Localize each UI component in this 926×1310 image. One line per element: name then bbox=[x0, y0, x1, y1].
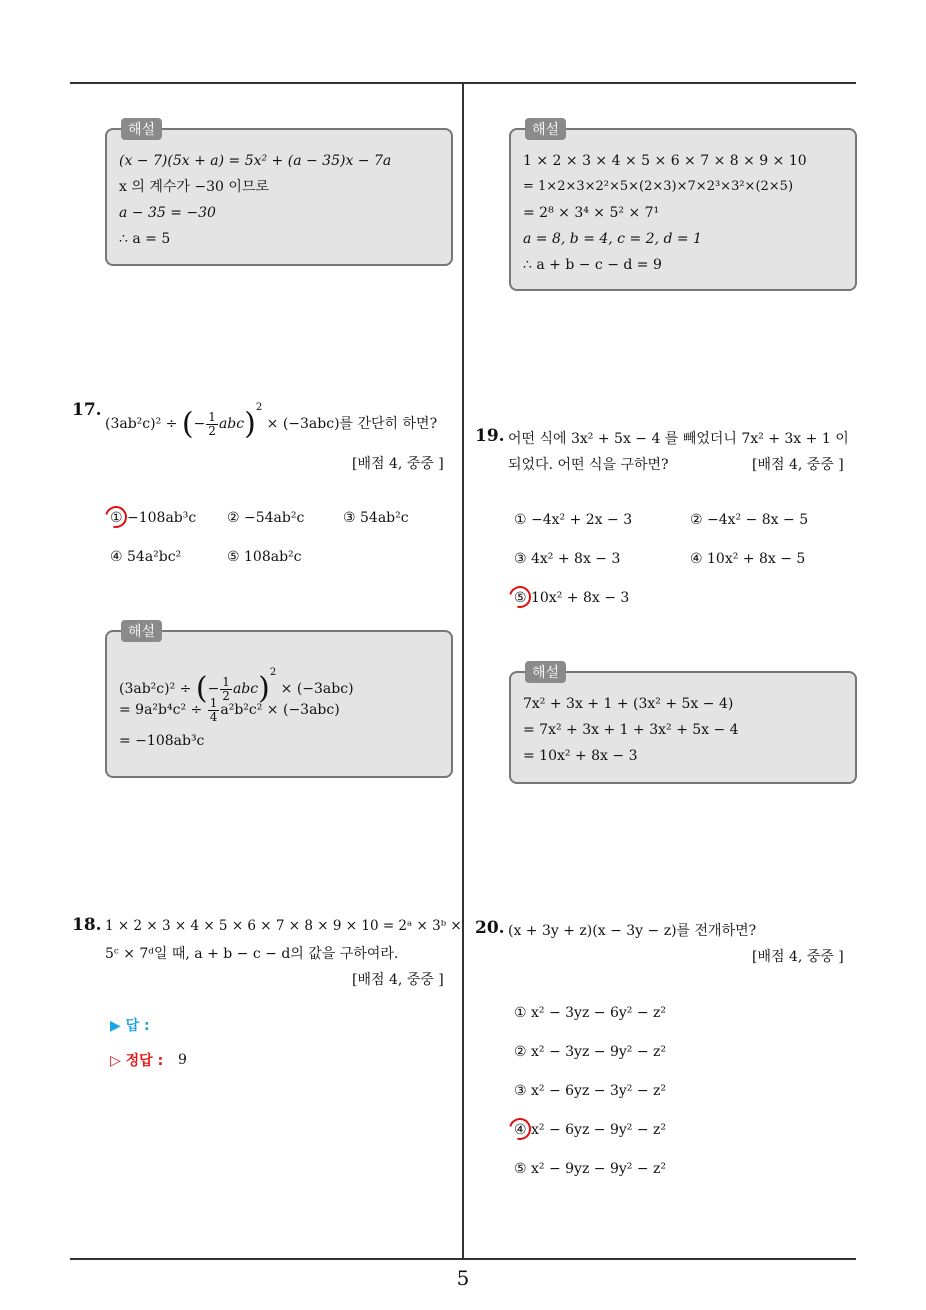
solution-line: = 7x² + 3x + 1 + 3x² + 5x − 4 bbox=[523, 722, 739, 738]
question-number-18: 18. bbox=[72, 915, 102, 935]
q17-neg: − bbox=[193, 416, 206, 432]
q20-choice-3[interactable]: ③ x² − 6yz − 3y² − z² bbox=[514, 1083, 667, 1099]
solution-line: (x − 7)(5x + a) = 5x² + (a − 35)x − 7a bbox=[119, 153, 392, 169]
sol17-neg: − bbox=[207, 681, 220, 697]
solution-tag: 해설 bbox=[121, 118, 162, 140]
sol17-part: a²b²c² × (−3abc) bbox=[220, 702, 340, 718]
sol17-rparen: ) bbox=[258, 671, 270, 706]
question-18-line-2: 5ᶜ × 7ᵈ일 때, a + b − c − d의 값을 구하여라. bbox=[105, 946, 399, 962]
question-18-line-1: 1 × 2 × 3 × 4 × 5 × 6 × 7 × 8 × 9 × 10 = 2ᵃ × 3ᵇ × bbox=[105, 918, 462, 934]
frac-denominator: 2 bbox=[222, 688, 230, 703]
solution-line: a − 35 = −30 bbox=[119, 205, 216, 221]
question-number-17: 17. bbox=[72, 400, 102, 420]
sol17-lparen: ( bbox=[195, 671, 208, 706]
sol17-exponent: 2 bbox=[269, 667, 277, 678]
answer-mark bbox=[505, 1114, 535, 1144]
solution-line: 1 × 2 × 3 × 4 × 5 × 6 × 7 × 8 × 9 × 10 bbox=[523, 153, 807, 169]
question-number-20: 20. bbox=[475, 918, 505, 938]
question-number-19: 19. bbox=[475, 426, 505, 446]
question-19-line-1: 어떤 식에 3x² + 5x − 4 를 빼었더니 7x² + 3x + 1 이 bbox=[508, 431, 849, 447]
q20-choice-1[interactable]: ① x² − 3yz − 6y² − z² bbox=[514, 1005, 667, 1021]
q17-expr-c: × (−3abc)를 간단히 하면? bbox=[266, 416, 438, 432]
q20-choice-5[interactable]: ⑤ x² − 9yz − 9y² − z² bbox=[514, 1161, 667, 1177]
q17-choice-1[interactable]: ① −108ab³c bbox=[110, 510, 197, 526]
frac-numerator: 1 bbox=[209, 695, 218, 710]
q17-lparen: ( bbox=[181, 406, 194, 442]
answer-mark bbox=[101, 502, 131, 532]
column-divider bbox=[462, 84, 464, 1259]
solution-box-18 bbox=[509, 122, 857, 291]
q19-choice-3[interactable]: ③ 4x² + 8x − 3 bbox=[514, 551, 621, 567]
page-number: 5 bbox=[456, 1266, 470, 1290]
frac-numerator: 1 bbox=[208, 409, 216, 424]
q17-choice-4[interactable]: ④ 54a²bc² bbox=[110, 549, 182, 565]
q17-choice-3[interactable]: ③ 54ab²c bbox=[343, 510, 409, 526]
q17-choice-2[interactable]: ② −54ab²c bbox=[227, 510, 305, 526]
solution-line: = 1×2×3×2²×5×(2×3)×7×2³×3²×(2×5) bbox=[523, 179, 794, 194]
q17-rparen: ) bbox=[244, 406, 256, 442]
solution-tag: 해설 bbox=[525, 118, 566, 140]
question-18-score: [배점 4, 중중 ] bbox=[352, 972, 444, 988]
solution-line: = −108ab³c bbox=[119, 733, 205, 749]
solution-tag: 해설 bbox=[525, 661, 566, 683]
bottom-rule bbox=[70, 1258, 856, 1260]
question-17-text bbox=[105, 402, 437, 442]
question-19-line-2: 되었다. 어떤 식을 구하면? bbox=[508, 457, 669, 473]
solution-line: ∴ a = 5 bbox=[119, 231, 171, 247]
solution-box-19 bbox=[509, 665, 857, 784]
solution-line: a = 8, b = 4, c = 2, d = 1 bbox=[523, 231, 702, 247]
solution-tag: 해설 bbox=[121, 620, 162, 642]
sol17-part: × (−3abc) bbox=[280, 681, 354, 697]
q17-fraction bbox=[206, 411, 218, 438]
q17-expr-a: (3ab²c)² ÷ bbox=[105, 416, 178, 432]
q19-choice-1[interactable]: ① −4x² + 2x − 3 bbox=[514, 512, 633, 528]
correct-answer-label: ▷ 정답 : bbox=[110, 1053, 164, 1069]
solution-box-17 bbox=[105, 624, 453, 778]
sol17-fraction-quarter bbox=[208, 697, 220, 724]
solution-box-16 bbox=[105, 122, 453, 266]
solution-line: x 의 계수가 −30 이므로 bbox=[119, 179, 269, 195]
q19-choice-2[interactable]: ② −4x² − 8x − 5 bbox=[690, 512, 809, 528]
sol17-part: (3ab²c)² ÷ bbox=[119, 681, 192, 697]
answer-mark bbox=[505, 582, 535, 612]
q19-choice-4[interactable]: ④ 10x² + 8x − 5 bbox=[690, 551, 806, 567]
solution-line: 7x² + 3x + 1 + (3x² + 5x − 4) bbox=[523, 696, 734, 712]
frac-denominator: 2 bbox=[208, 423, 216, 438]
sol17-part: = 9a²b⁴c² ÷ bbox=[119, 702, 203, 718]
q17-choice-5[interactable]: ⑤ 108ab²c bbox=[227, 549, 302, 565]
frac-numerator: 1 bbox=[222, 674, 230, 689]
solution-line: ∴ a + b − c − d = 9 bbox=[523, 257, 662, 273]
question-20-score: [배점 4, 중중 ] bbox=[752, 949, 844, 965]
q19-choice-5[interactable]: ⑤ 10x² + 8x − 3 bbox=[514, 590, 630, 606]
solution-line: = 2⁸ × 3⁴ × 5² × 7¹ bbox=[523, 205, 660, 221]
question-20-text: (x + 3y + z)(x − 3y − z)를 전개하면? bbox=[508, 923, 757, 939]
frac-denominator: 4 bbox=[209, 709, 218, 724]
solution-line: = 10x² + 8x − 3 bbox=[523, 748, 638, 764]
q20-choice-2[interactable]: ② x² − 3yz − 9y² − z² bbox=[514, 1044, 667, 1060]
solution-line bbox=[119, 654, 441, 706]
q17-exponent: 2 bbox=[255, 402, 263, 413]
answer-prompt: ▶ 답 : bbox=[110, 1018, 150, 1034]
q20-choice-4[interactable]: ④ x² − 6yz − 9y² − z² bbox=[514, 1122, 667, 1138]
question-19-score: [배점 4, 중중 ] bbox=[752, 457, 844, 473]
correct-answer-value: 9 bbox=[178, 1052, 187, 1068]
question-17-score: [배점 4, 중중 ] bbox=[352, 456, 444, 472]
q17-expr-b: abc bbox=[218, 416, 245, 432]
sol17-part: abc bbox=[232, 681, 259, 697]
